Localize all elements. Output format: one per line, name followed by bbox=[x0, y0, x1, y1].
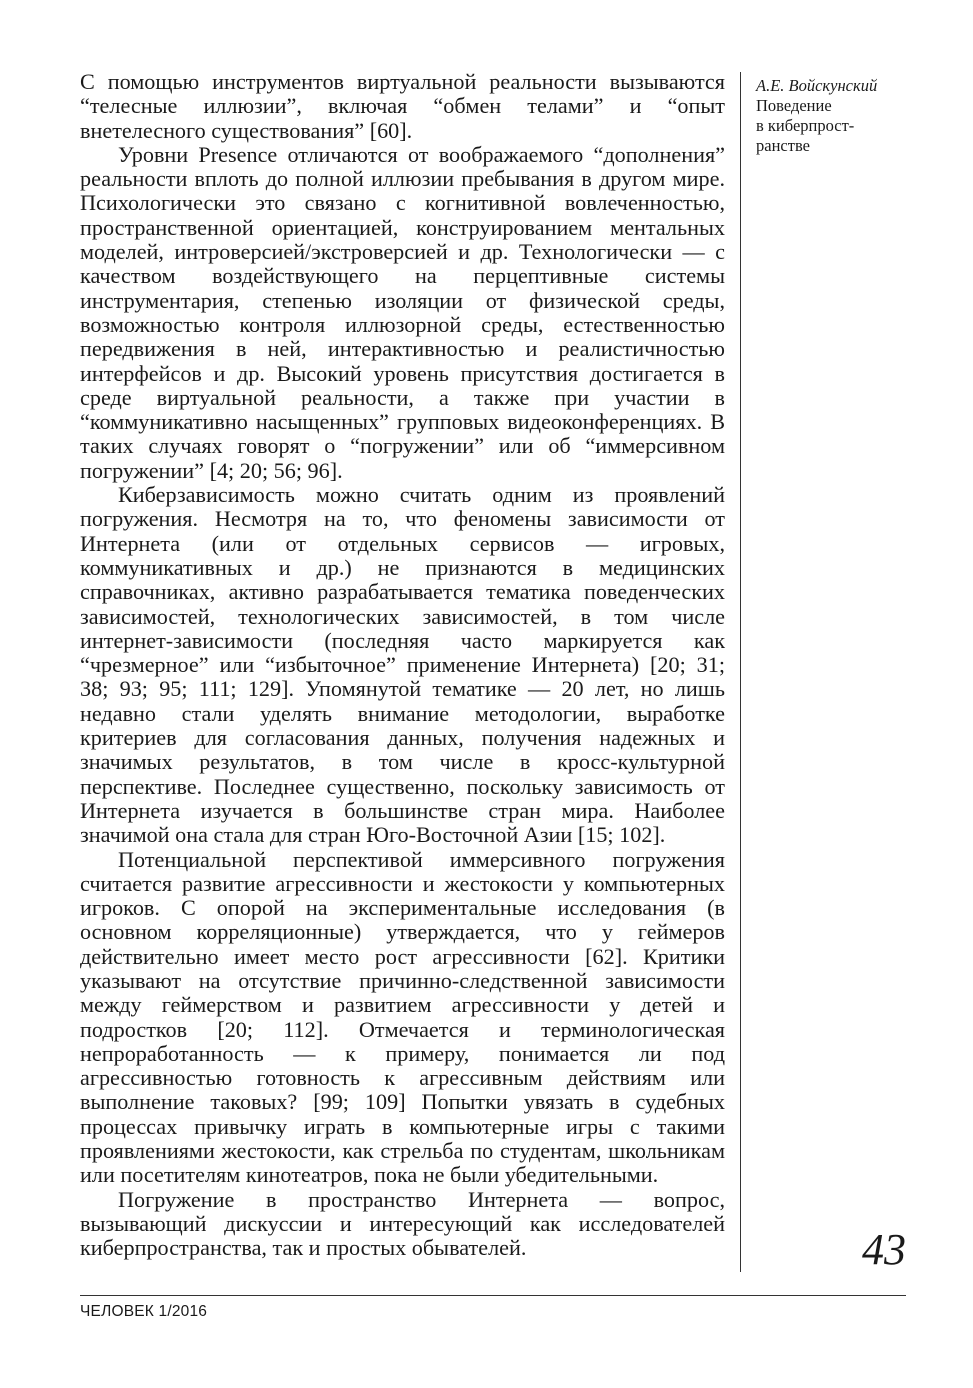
running-head bbox=[756, 76, 916, 156]
footer-divider bbox=[80, 1295, 906, 1296]
paragraph-2: Уровни Presence отличаются от воображаемого “дополнения” реальности вплоть до полной иллюзии пребывания в другом мире. Психологически это связано с когнитивной вовлеченностью, пространственной ориентацией, конструированием ментальных моделей, интроверсией/экстроверсией и др. Технологически — с качеством воздействующего на перцептивные системы инструментария, степенью изоляции от физической среды, возможностью контроля иллюзорной среды, естественностью передвижения в ней, интерактивностью и реалистичностью интерфейсов и др. Высокий уровень присутствия достигается в среде виртуальной реальности, а также при участии в “коммуникативно насыщенных” групповых видеоконференциях. В таких случаях говорят о “погружении” или об “иммерсивном погружении” [4; 20; 56; 96]. bbox=[80, 141, 725, 483]
journal-footer: ЧЕЛОВЕК 1/2016 bbox=[80, 1303, 208, 1320]
running-head-title-line: ранстве bbox=[756, 136, 810, 155]
article-body bbox=[80, 70, 725, 1261]
page-number: 43 bbox=[862, 1225, 906, 1274]
paragraph-4: Потенциальной перспективой иммерсивного погружения считается развитие агрессивности и жестокости у компьютерных игроков. С опорой на экспериментальные исследования (в основном корреляционные) утверждается, что у геймеров действительно имеет место рост агрессивности [62]. Критики указывают на отсутствие причинно-следственной зависимости между геймерством и развитием агрессивности у детей и подростков [20; 112]. Отмечается и терминологическая непроработанность — к примеру, понимается ли под агрессивностью готовность к агрессивным действиям или выполнение таковых? [99; 109] Попытки увязать в судебных процессах привычку играть в компьютерные игры с такими проявлениями жестокости, как стрельба по студентам, школьникам или посетителям кинотеатров, пока не были убедительными. bbox=[80, 846, 725, 1188]
running-head-title-line: Поведение bbox=[756, 96, 832, 115]
paragraph-3: Киберзависимость можно считать одним из проявлений погружения. Несмотря на то, что феномены зависимости от Интернета (или от отдельных сервисов — игровых, коммуникативных и др.) не признаются в медицинских справочниках, активно разрабатывается тематика поведенческих зависимостей, технологических зависимостей, в том числе интернет-зависимости (последняя часто маркируется как “чрезмерное” или “избыточное” применение Интернета) [20; 31; 38; 93; 95; 111; 129]. Упомянутой тематике — 20 лет, но лишь недавно стали уделять внимание методологии, выработке критериев для согласования данных, получения надежных и значимых результатов, в том числе в кросс-культурной перспективе. Последнее существенно, поскольку зависимость от Интернета изучается в большинстве стран мира. Наиболее значимой она стала для стран Юго-Восточной Азии [15; 102]. bbox=[80, 482, 725, 848]
running-head-author: А.Е. Войскунский bbox=[756, 76, 878, 95]
margin-divider bbox=[740, 72, 741, 1272]
paragraph-1: С помощью инструментов виртуальной реальности вызываются “телесные иллюзии”, включая “обмен телами” и “опыт внетелесного существования” [60]. bbox=[80, 69, 725, 143]
paragraph-5: Погружение в пространство Интернета — вопрос, вызывающий дискуссии и интересующий как исследователей киберпространства, так и простых обывателей. bbox=[80, 1186, 725, 1261]
running-head-title-line: в киберпрост- bbox=[756, 116, 855, 135]
